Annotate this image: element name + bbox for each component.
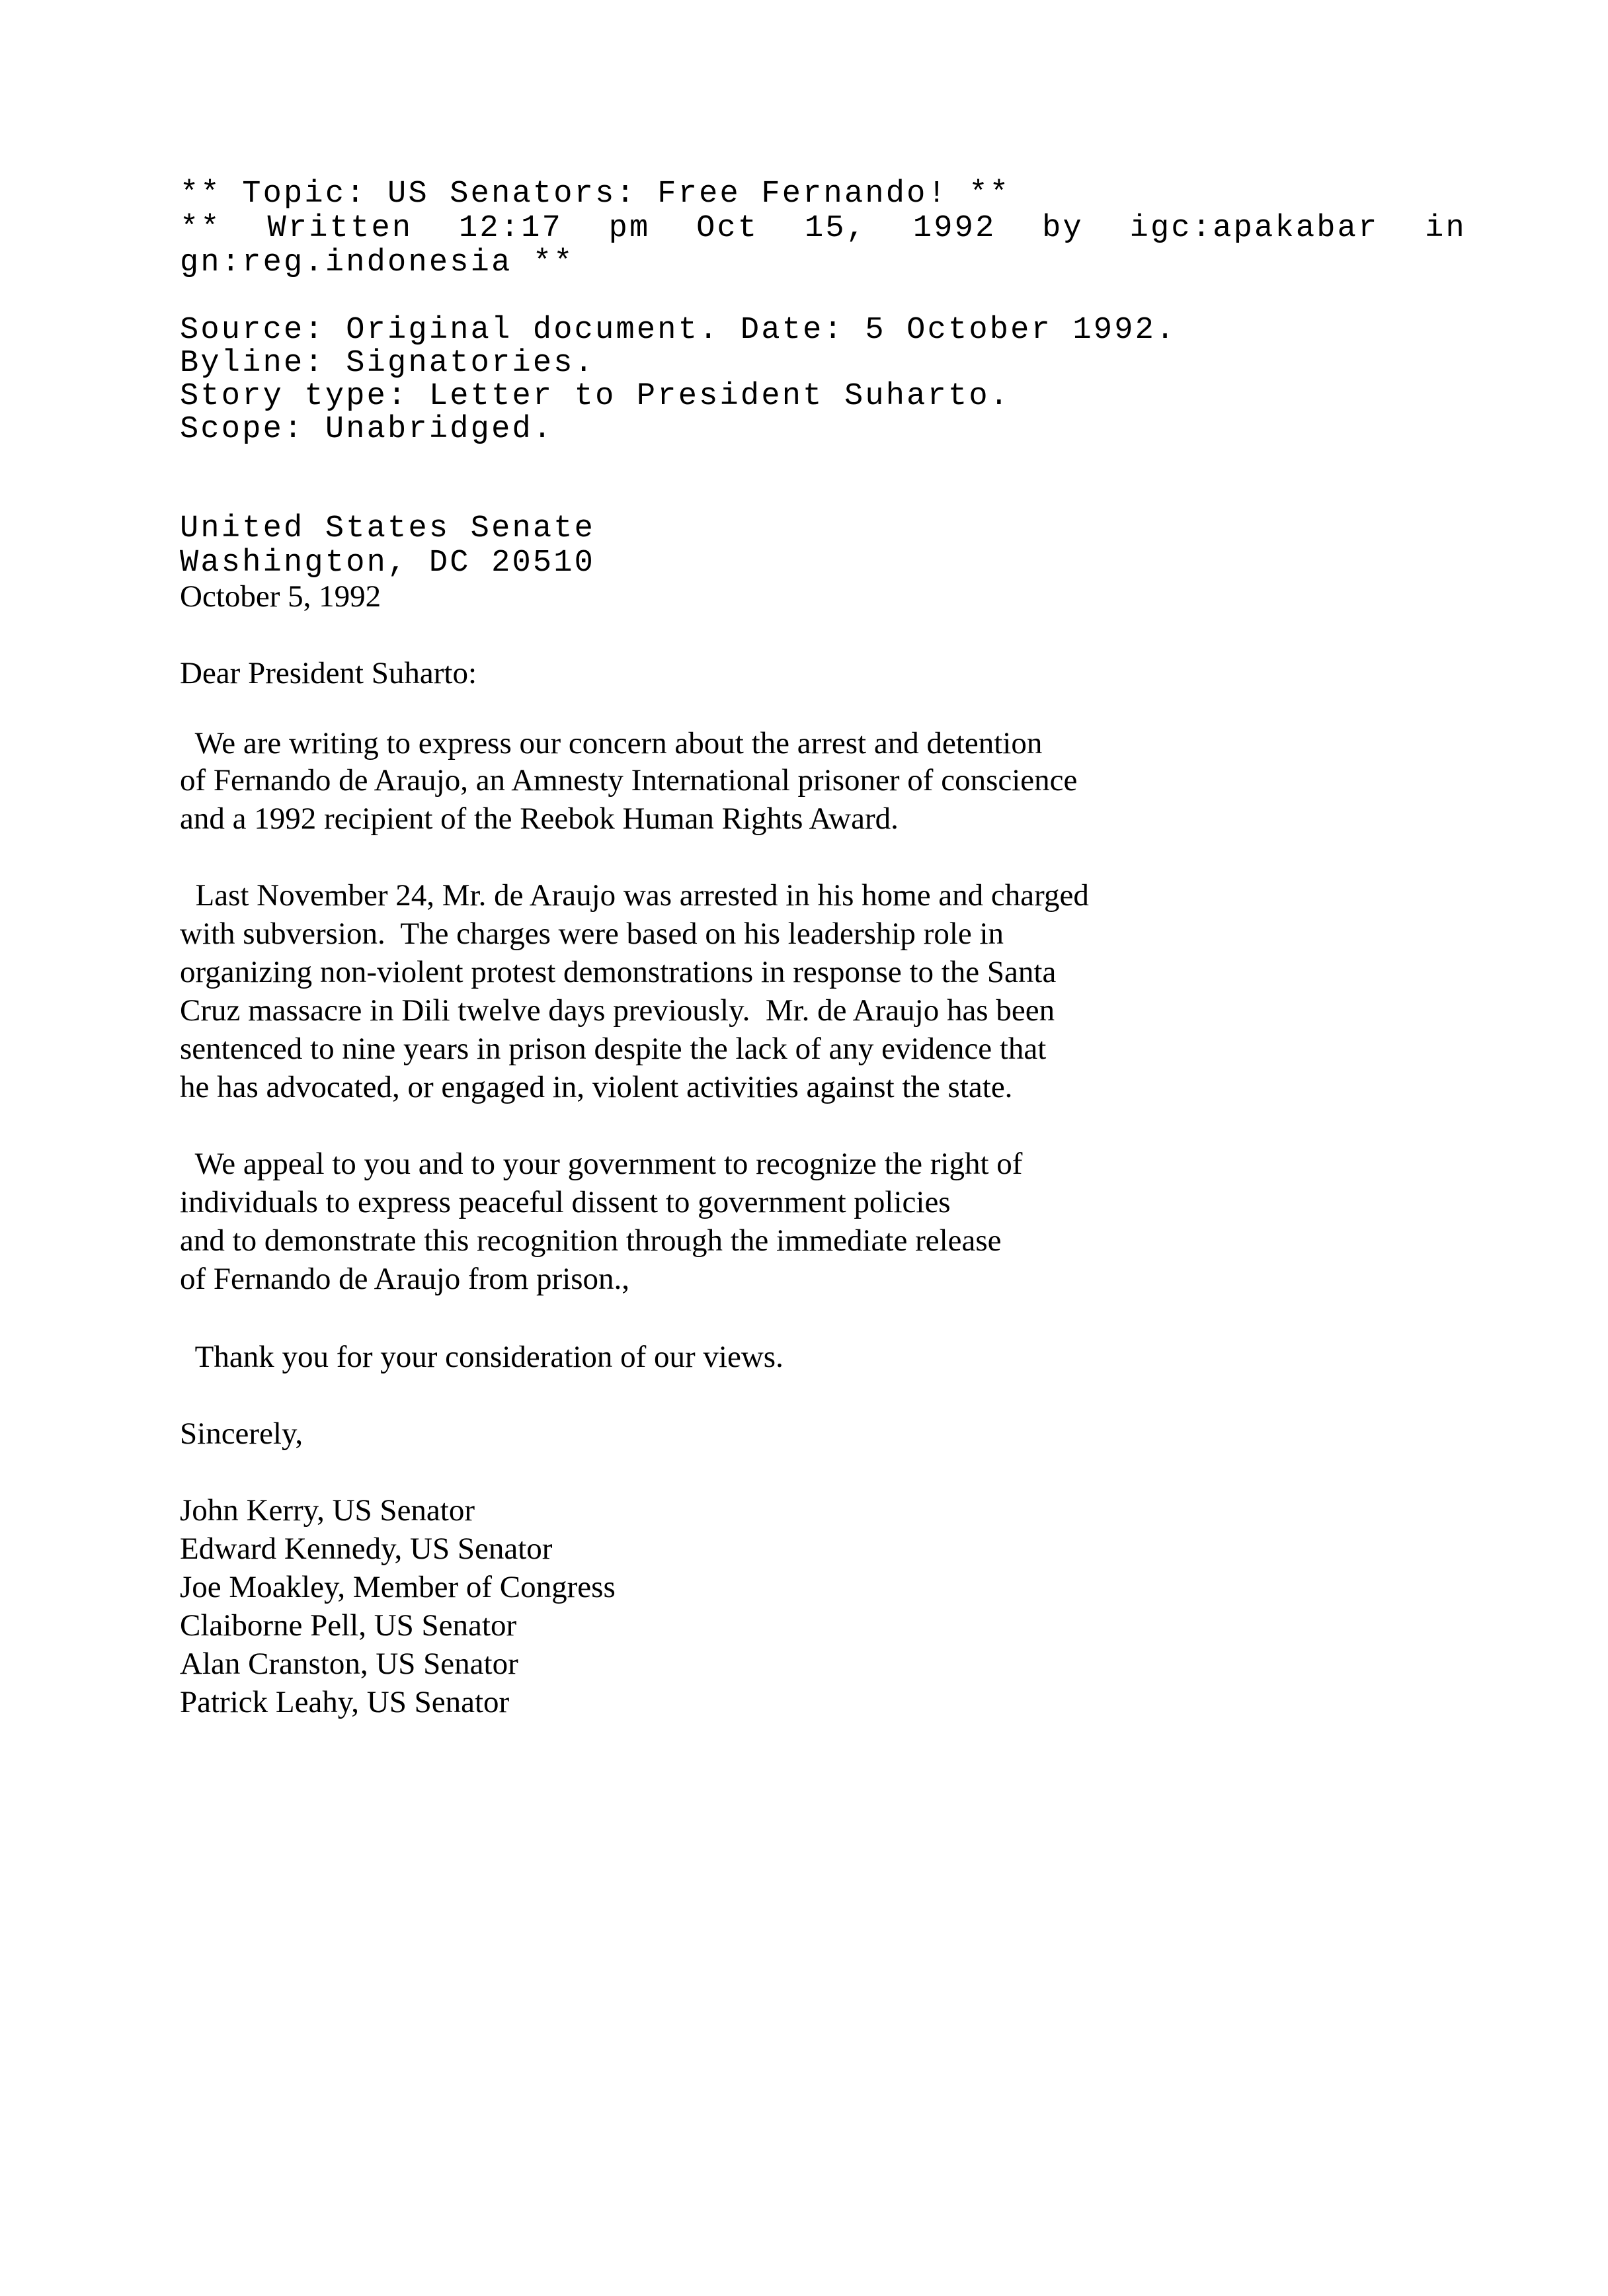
closing: Sincerely, <box>180 1416 303 1451</box>
signatory: Claiborne Pell, US Senator <box>180 1608 517 1643</box>
paragraph-line: and a 1992 recipient of the Reebok Human Rights Award. <box>180 801 899 836</box>
written-token: 15, <box>805 211 867 246</box>
letter-date: October 5, 1992 <box>180 579 382 614</box>
signatory: John Kerry, US Senator <box>180 1493 475 1528</box>
paragraph-line: Cruz massacre in Dili twelve days previously. Mr. de Araujo has been <box>180 993 1055 1028</box>
written-token: by <box>1042 211 1084 246</box>
letterhead-address: Washington, DC 20510 <box>180 546 596 581</box>
paragraph-line: Last November 24, Mr. de Araujo was arrested in his home and charged <box>180 878 1089 913</box>
written-token: 1992 <box>912 211 996 246</box>
paragraph-line: and to demonstrate this recognition through the immediate release <box>180 1223 1002 1258</box>
paragraph-line: Thank you for your consideration of our views. <box>180 1340 784 1374</box>
signatory: Joe Moakley, Member of Congress <box>180 1570 616 1604</box>
signatory: Alan Cranston, US Senator <box>180 1647 518 1681</box>
byline-line: Byline: Signatories. <box>180 346 596 381</box>
paragraph-line: with subversion. The charges were based on his leadership role in <box>180 917 1004 951</box>
paragraph-line: organizing non-violent protest demonstrations in response to the Santa <box>180 955 1057 989</box>
signatory: Edward Kennedy, US Senator <box>180 1532 553 1566</box>
paragraph-line: of Fernando de Araujo, an Amnesty International prisoner of conscience <box>180 763 1078 798</box>
letterhead-org: United States Senate <box>180 511 596 546</box>
written-token: igc:apakabar <box>1129 211 1379 246</box>
written-token: in <box>1425 211 1467 246</box>
written-token: Written <box>267 211 413 246</box>
written-token: 12:17 <box>458 211 563 246</box>
topic-line: ** Topic: US Senators: Free Fernando! ** <box>180 177 1011 212</box>
written-line <box>180 212 1467 246</box>
conference-line: gn:reg.indonesia ** <box>180 245 575 280</box>
story-type-line: Story type: Letter to President Suharto. <box>180 379 1011 414</box>
paragraph-line: We appeal to you and to your government to recognize the right of <box>180 1147 1023 1181</box>
paragraph-line: he has advocated, or engaged in, violent activities against the state. <box>180 1070 1013 1104</box>
paragraph-line: individuals to express peaceful dissent to government policies <box>180 1185 951 1219</box>
paragraph-line: sentenced to nine years in prison despite the lack of any evidence that <box>180 1032 1047 1066</box>
written-token: pm <box>608 211 651 246</box>
paragraph-line: of Fernando de Araujo from prison., <box>180 1262 630 1296</box>
scope-line: Scope: Unabridged. <box>180 412 554 447</box>
written-token: ** <box>180 211 221 246</box>
source-line: Source: Original document. Date: 5 October 1992. <box>180 313 1177 348</box>
paragraph-line: We are writing to express our concern about the arrest and detention <box>180 726 1043 760</box>
signatory: Patrick Leahy, US Senator <box>180 1685 510 1719</box>
written-token: Oct <box>696 211 759 246</box>
salutation: Dear President Suharto: <box>180 656 477 690</box>
